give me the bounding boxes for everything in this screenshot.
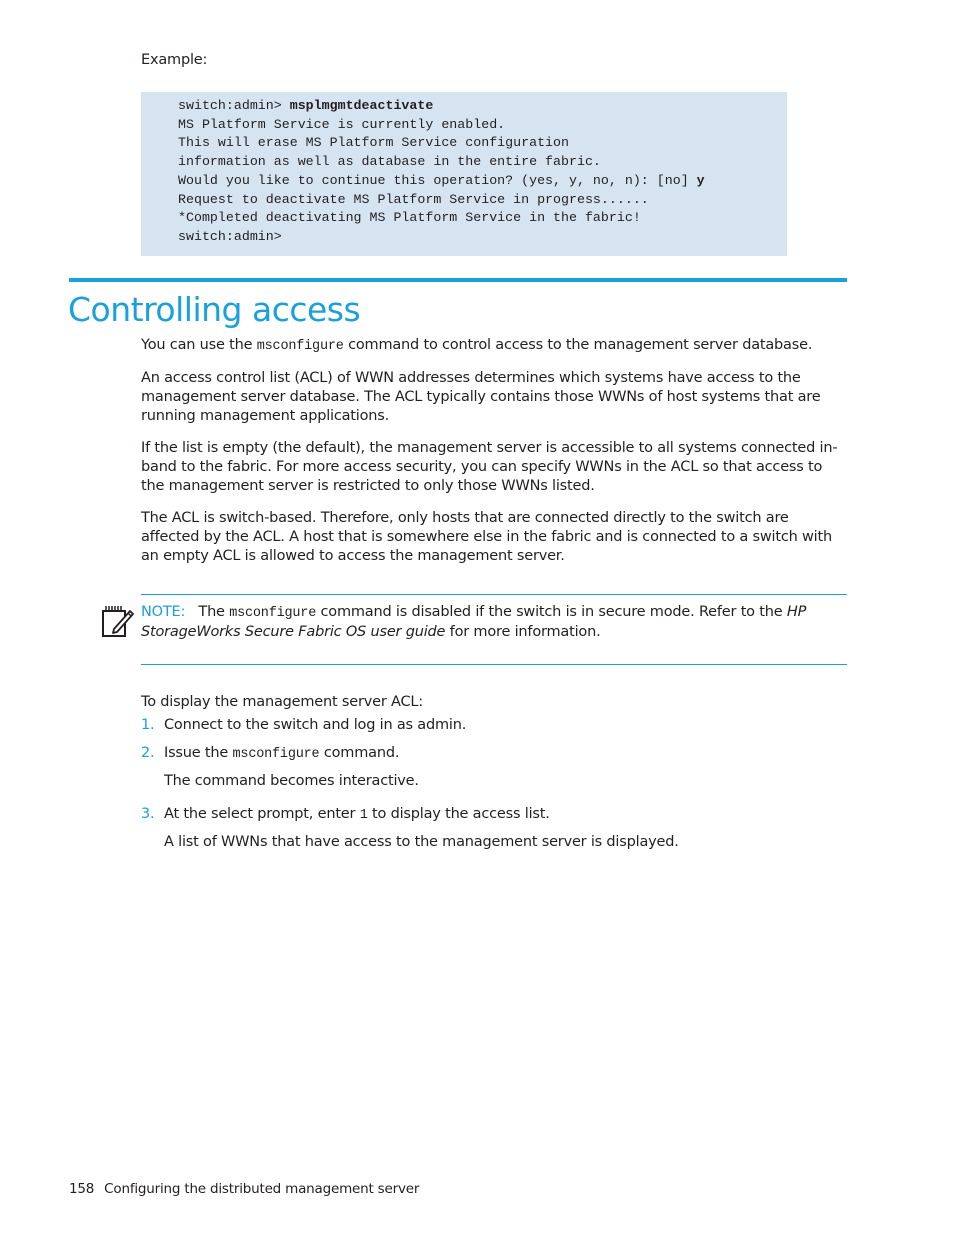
- note-text: [141, 603, 831, 642]
- code-block: [141, 92, 787, 256]
- heading-rule: [69, 278, 847, 282]
- step-text-part: Issue the: [164, 745, 233, 761]
- step-detail: The command becomes interactive.: [164, 773, 419, 789]
- code-prompt: switch:admin>: [178, 98, 290, 113]
- step-text: Connect to the switch and log in as admin.: [164, 717, 467, 733]
- steps-intro: To display the management server ACL:: [141, 694, 423, 710]
- step-number: 2.: [141, 745, 155, 761]
- code-line: Would you like to continue this operation? (yes, y, no, n): [no]: [178, 172, 697, 188]
- page-footer: [69, 1180, 419, 1199]
- code-line: MS Platform Service is currently enabled.: [178, 116, 506, 132]
- paragraph-text: command to control access to the management server database.: [343, 337, 813, 353]
- note-rule-bottom: [141, 664, 847, 665]
- inline-command: msconfigure: [232, 747, 320, 762]
- page-number: 158: [69, 1181, 95, 1197]
- inline-command: msconfigure: [229, 606, 317, 621]
- step-number: 1.: [141, 717, 155, 733]
- paragraph-intro: [141, 336, 847, 356]
- step-text-part: to display the access list.: [367, 806, 550, 822]
- code-line: Request to deactivate MS Platform Service in progress......: [178, 191, 649, 207]
- step-text-part: command.: [319, 745, 400, 761]
- step-text-part: At the select prompt, enter: [164, 806, 360, 822]
- paragraph-empty-list: If the list is empty (the default), the management server is accessible to all systems connected in-band to the fabric. For more access security, you can specify WWNs in the ACL so that access to the management server is restricted to only those WWNs listed.: [141, 440, 838, 494]
- paragraph-text: You can use the: [141, 337, 257, 353]
- note-rule-top: [141, 594, 847, 595]
- code-line: switch:admin>: [178, 228, 282, 244]
- note-label: NOTE:: [141, 604, 186, 620]
- note-content: for more information.: [445, 624, 601, 640]
- paragraph-switch-based: The ACL is switch-based. Therefore, only hosts that are connected directly to the switch are affected by the ACL. A host that is somewhere else in the fabric and is connected to a switch with an empty ACL is allowed to access the management server.: [141, 510, 832, 564]
- note-pencil-icon: [100, 603, 134, 639]
- step-text: [164, 805, 550, 825]
- note-content: The: [198, 604, 230, 620]
- code-answer: y: [696, 172, 705, 188]
- code-command: msplmgmtdeactivate: [289, 98, 434, 113]
- step-text: [164, 744, 399, 764]
- example-label: Example:: [141, 52, 208, 68]
- code-line: information as well as database in the entire fabric.: [178, 154, 601, 170]
- inline-command: 1: [359, 808, 368, 823]
- footer-section: Configuring the distributed management server: [104, 1181, 420, 1197]
- inline-command: msconfigure: [256, 339, 344, 354]
- code-line: *Completed deactivating MS Platform Service in the fabric!: [178, 210, 641, 226]
- document-title: HP StorageWorks Secure Fabric OS user guide: [141, 604, 807, 640]
- note-content: command is disabled if the switch is in secure mode. Refer to the: [316, 604, 787, 620]
- code-text: [178, 97, 705, 247]
- code-line: This will erase MS Platform Service configuration: [178, 135, 569, 151]
- paragraph-acl: An access control list (ACL) of WWN addresses determines which systems have access to the management server database. The ACL typically contains those WWNs of host systems that are running management applications.: [141, 370, 821, 424]
- step-number: 3.: [141, 806, 155, 822]
- step-detail: A list of WWNs that have access to the management server is displayed.: [164, 834, 679, 850]
- section-heading: Controlling access: [68, 290, 361, 329]
